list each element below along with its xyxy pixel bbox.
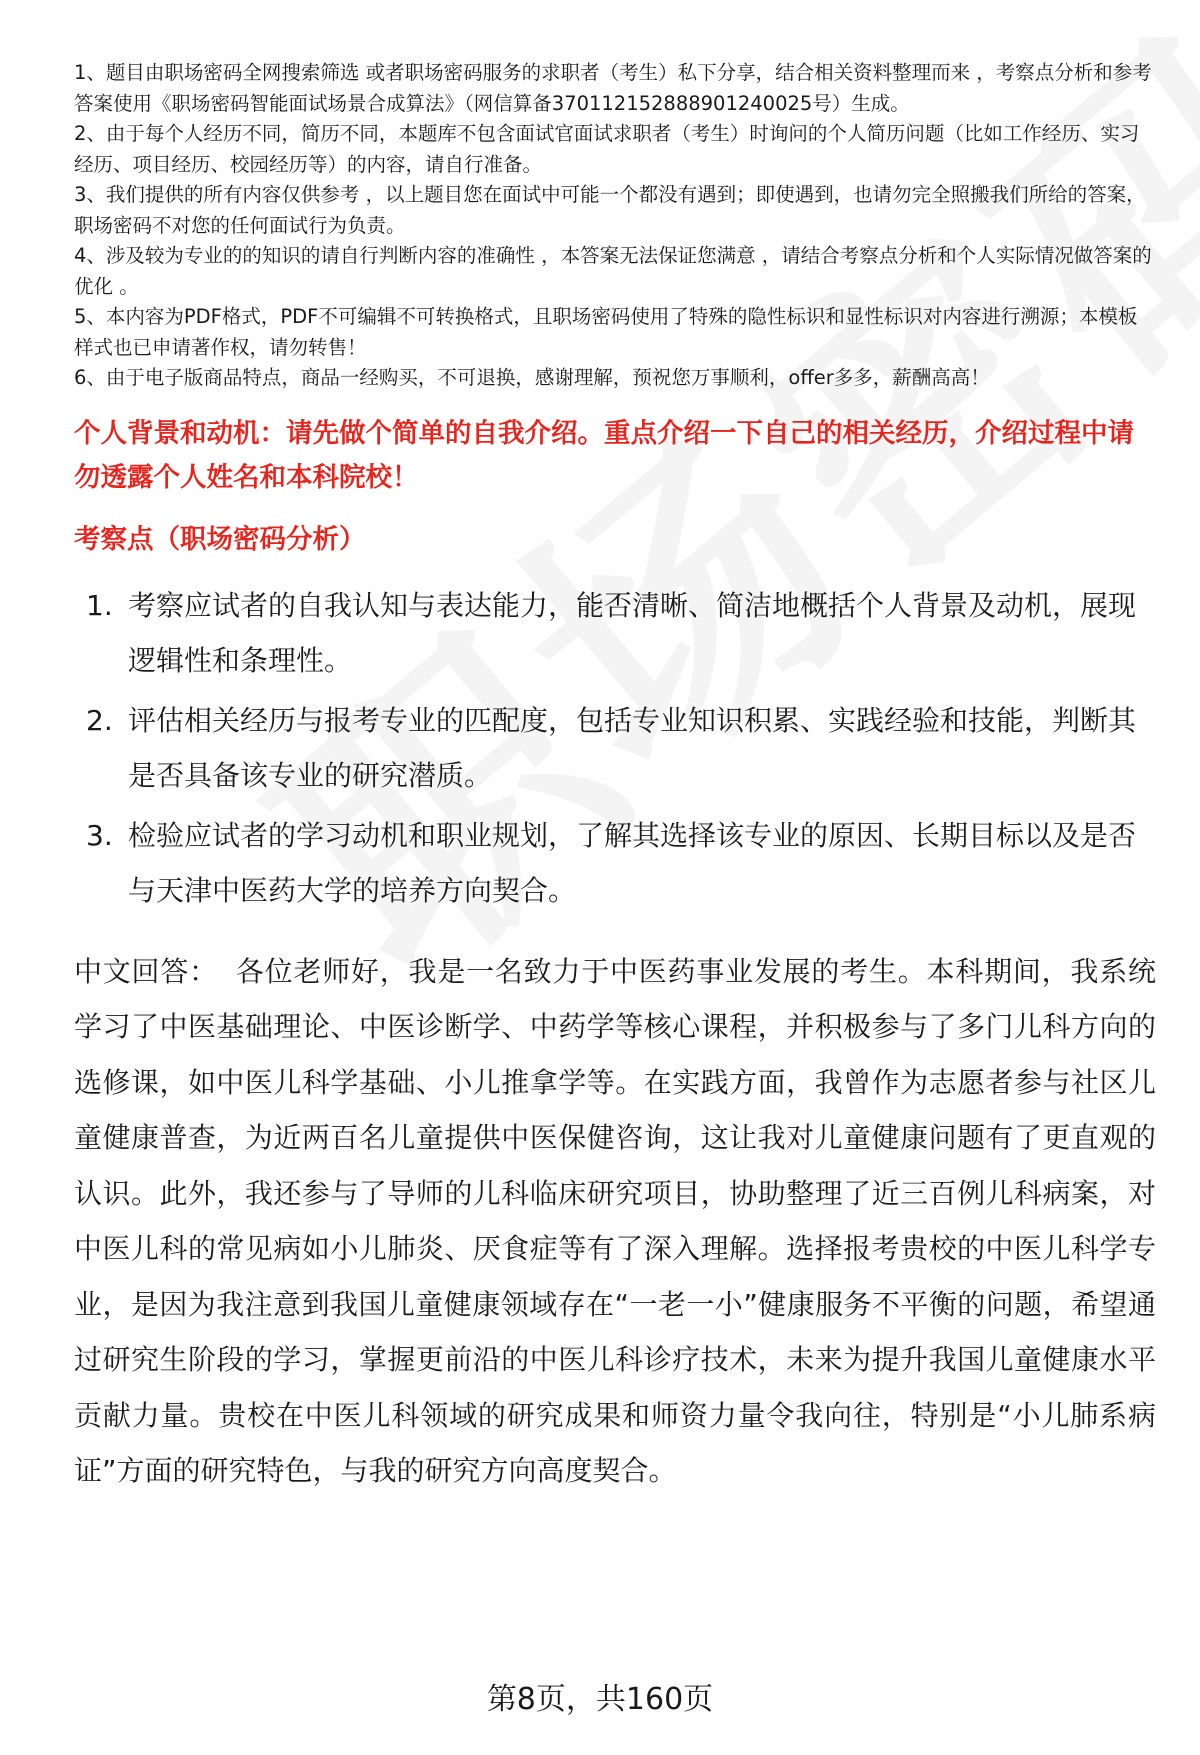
notice-list bbox=[74, 58, 1156, 394]
point-number: 2. bbox=[86, 703, 113, 737]
point-text: 检验应试者的学习动机和职业规划，了解其选择该专业的原因、长期目标以及是否与天津中医药大学的培养方向契合。 bbox=[128, 818, 1137, 907]
answer-label: 中文回答： bbox=[74, 954, 218, 988]
point-number: 3. bbox=[86, 818, 113, 852]
page-number: 第8页，共160页 bbox=[486, 1682, 714, 1717]
analysis-point bbox=[74, 578, 1156, 688]
notice-item: 2、由于每个人经历不同，简历不同，本题库不包含面试官面试求职者（考生）时询问的个人简历问题（比如工作经历、实习经历、项目经历、校园经历等）的内容，请自行准备。 bbox=[74, 122, 1140, 176]
notice-item: 5、本内容为PDF格式，PDF不可编辑不可转换格式，且职场密码使用了特殊的隐性标识和显性标识对内容进行溯源；本模板样式也已申请著作权，请勿转售！ bbox=[74, 305, 1138, 359]
question-heading: 个人背景和动机：请先做个简单的自我介绍。重点介绍一下自己的相关经历，介绍过程中请勿透露个人姓名和本科院校！ bbox=[74, 417, 1134, 493]
page-content bbox=[74, 58, 1156, 1499]
point-text: 评估相关经历与报考专业的匹配度，包括专业知识积累、实践经验和技能，判断其是否具备该专业的研究潜质。 bbox=[128, 703, 1137, 792]
notice-item: 4、涉及较为专业的的知识的请自行判断内容的准确性 ，本答案无法保证您满意 ，请结合考察点分析和个人实际情况做答案的优化 。 bbox=[74, 244, 1152, 298]
analysis-point bbox=[74, 808, 1156, 918]
answer-paragraph bbox=[74, 944, 1156, 1499]
point-number: 1. bbox=[86, 588, 113, 622]
notice-item: 1、题目由职场密码全网搜索筛选 或者职场密码服务的求职者（考生）私下分享，结合相关资料整理而来 ，考察点分析和参考答案使用《职场密码智能面试场景合成算法》（网信算备370112152888901240025号）生成。 bbox=[74, 61, 1152, 115]
answer-text: 各位老师好，我是一名致力于中医药事业发展的考生。本科期间，我系统学习了中医基础理论、中医诊断学、中药学等核心课程，并积极参与了多门儿科方向的选修课，如中医儿科学基础、小儿推拿学等。在实践方面，我曾作为志愿者参与社区儿童健康普查，为近两百名儿童提供中医保健咨询，这让我对儿童健康问题有了更直观的认识。此外，我还参与了导师的儿科临床研究项目，协助整理了近三百例儿科病案，对中医儿科的常见病如小儿肺炎、厌食症等有了深入理解。选择报考贵校的中医儿科学专业，是因为我注意到我国儿童健康领域存在“一老一小”健康服务不平衡的问题，希望通过研究生阶段的学习，掌握更前沿的中医儿科诊疗技术，未来为提升我国儿童健康水平贡献力量。贵校在中医儿科领域的研究成果和师资力量令我向往，特别是“小儿肺系病证”方面的研究特色，与我的研究方向高度契合。 bbox=[74, 954, 1156, 1487]
analysis-point bbox=[74, 693, 1156, 803]
analysis-points bbox=[74, 578, 1156, 918]
point-text: 考察应试者的自我认知与表达能力，能否清晰、简洁地概括个人背景及动机，展现逻辑性和条理性。 bbox=[128, 588, 1137, 677]
analysis-title: 考察点（职场密码分析） bbox=[74, 523, 366, 555]
notice-item: 3、我们提供的所有内容仅供参考 ，以上题目您在面试中可能一个都没有遇到；即使遇到，也请勿完全照搬我们所给的答案，职场密码不对您的任何面试行为负责。 bbox=[74, 183, 1146, 237]
notice-item: 6、由于电子版商品特点，商品一经购买，不可退换，感谢理解，预祝您万事顺利，offer多多，薪酬高高！ bbox=[74, 366, 990, 389]
